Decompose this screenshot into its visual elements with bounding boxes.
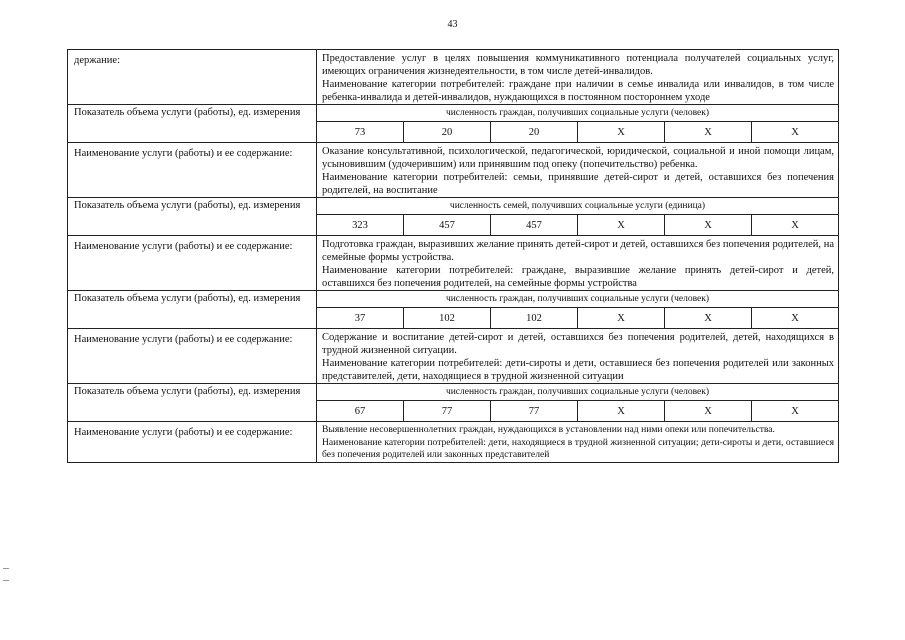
metric-cell <box>317 105 839 143</box>
service-description: Выявление несовершеннолетних граждан, нуждающихся в установлении над ними опеки или попечительства. <box>322 424 775 435</box>
metric-value: X <box>577 215 664 235</box>
service-content <box>317 329 839 384</box>
services-table <box>67 49 839 463</box>
metric-label: Показатель объема услуги (работы), ед. измерения <box>68 105 317 143</box>
services-table-body <box>68 50 839 463</box>
metric-value: 77 <box>490 401 577 421</box>
margin-mark <box>3 568 9 569</box>
metric-cell <box>317 291 839 329</box>
service-row <box>68 422 839 463</box>
metric-value: 102 <box>403 308 490 328</box>
metric-label: Показатель объема услуги (работы), ед. измерения <box>68 291 317 329</box>
service-content <box>317 50 839 105</box>
service-description: Оказание консультативной, психологической, педагогической, юридической, социальной и иной помощи лицам, усыновившим (удочерившим) или принявшим под опеку (попечительство) ребенка. <box>322 146 834 170</box>
metric-label: Показатель объема услуги (работы), ед. измерения <box>68 198 317 236</box>
margin-mark <box>3 580 9 581</box>
metric-label: Показатель объема услуги (работы), ед. измерения <box>68 384 317 422</box>
consumer-category: Наименование категории потребителей: граждане при наличии в семье инвалида или инвалидов, в том числе ребенка-инвалида и детей-инвалидов, нуждающихся в постоянном постороннем уходе <box>322 79 834 103</box>
metric-values <box>317 122 838 142</box>
metric-unit: численность семей, получивших социальные услуги (единица) <box>317 198 838 215</box>
consumer-category: Наименование категории потребителей: граждане, выразившие желание принять детей-сирот и детей, оставшихся без попечения родителей, на семейные формы устройства <box>322 265 834 289</box>
metric-unit: численность граждан, получивших социальные услуги (человек) <box>317 291 838 308</box>
metric-row <box>68 384 839 422</box>
metric-values <box>317 401 838 421</box>
service-row <box>68 143 839 198</box>
service-description: Предоставление услуг в целях повышения коммуникативного потенциала получателей социальных услуг, имеющих ограничения жизнедеятельности, в том числе детей-инвалидов. <box>322 53 834 77</box>
metric-value: 77 <box>403 401 490 421</box>
metric-value: 102 <box>490 308 577 328</box>
metric-value: 73 <box>354 127 366 138</box>
metric-row <box>68 105 839 143</box>
metric-cell <box>317 198 839 236</box>
metric-value: X <box>664 401 751 421</box>
metric-value: 37 <box>354 313 366 324</box>
metric-value: 323 <box>352 220 368 231</box>
metric-value: 20 <box>490 122 577 142</box>
service-content <box>317 236 839 291</box>
service-label: Наименование услуги (работы) и ее содержание: <box>68 329 317 384</box>
metric-row <box>68 291 839 329</box>
metric-value: X <box>664 215 751 235</box>
metric-value: 20 <box>403 122 490 142</box>
page-number: 43 <box>447 19 458 30</box>
metric-cell <box>317 384 839 422</box>
service-description: Содержание и воспитание детей-сирот и детей, оставшихся без попечения родителей, детей, находящихся в трудной жизненной ситуации. <box>322 332 834 356</box>
metric-row <box>68 198 839 236</box>
consumer-category: Наименование категории потребителей: дети-сироты и дети, оставшиеся без попечения родителей или законных представителей, дети, находящиеся в трудной жизненной ситуации <box>322 358 834 382</box>
consumer-category: Наименование категории потребителей: семьи, принявшие детей-сирот и детей, оставшихся без попечения родителей, на воспитание <box>322 172 834 196</box>
metric-unit: численность граждан, получивших социальные услуги (человек) <box>317 105 838 122</box>
metric-value: 67 <box>354 406 366 417</box>
service-row <box>68 236 839 291</box>
metric-value: 457 <box>403 215 490 235</box>
service-label: Наименование услуги (работы) и ее содержание: <box>68 236 317 291</box>
metric-value: X <box>751 215 838 235</box>
metric-value: X <box>751 401 838 421</box>
service-row <box>68 329 839 384</box>
service-description: Подготовка граждан, выразивших желание принять детей-сирот и детей, оставшихся без попечения родителей, на семейные формы устройства. <box>322 239 834 263</box>
metric-value: X <box>751 308 838 328</box>
service-label: держание: <box>68 50 317 105</box>
metric-values <box>317 308 838 328</box>
service-row <box>68 50 839 105</box>
service-content <box>317 143 839 198</box>
consumer-category: Наименование категории потребителей: дети, находящиеся в трудной жизненной ситуации; дети-сироты и дети, оставшиеся без попечения родителей или законных представителей <box>322 436 834 460</box>
service-label: Наименование услуги (работы) и ее содержание: <box>68 143 317 198</box>
metric-value: X <box>664 308 751 328</box>
service-content <box>317 422 839 463</box>
metric-value: X <box>577 122 664 142</box>
metric-value: 457 <box>490 215 577 235</box>
metric-values <box>317 215 838 235</box>
metric-value: X <box>577 401 664 421</box>
metric-value: X <box>577 308 664 328</box>
service-label: Наименование услуги (работы) и ее содержание: <box>68 422 317 463</box>
metric-value: X <box>664 122 751 142</box>
metric-unit: численность граждан, получивших социальные услуги (человек) <box>317 384 838 401</box>
metric-value: X <box>751 122 838 142</box>
